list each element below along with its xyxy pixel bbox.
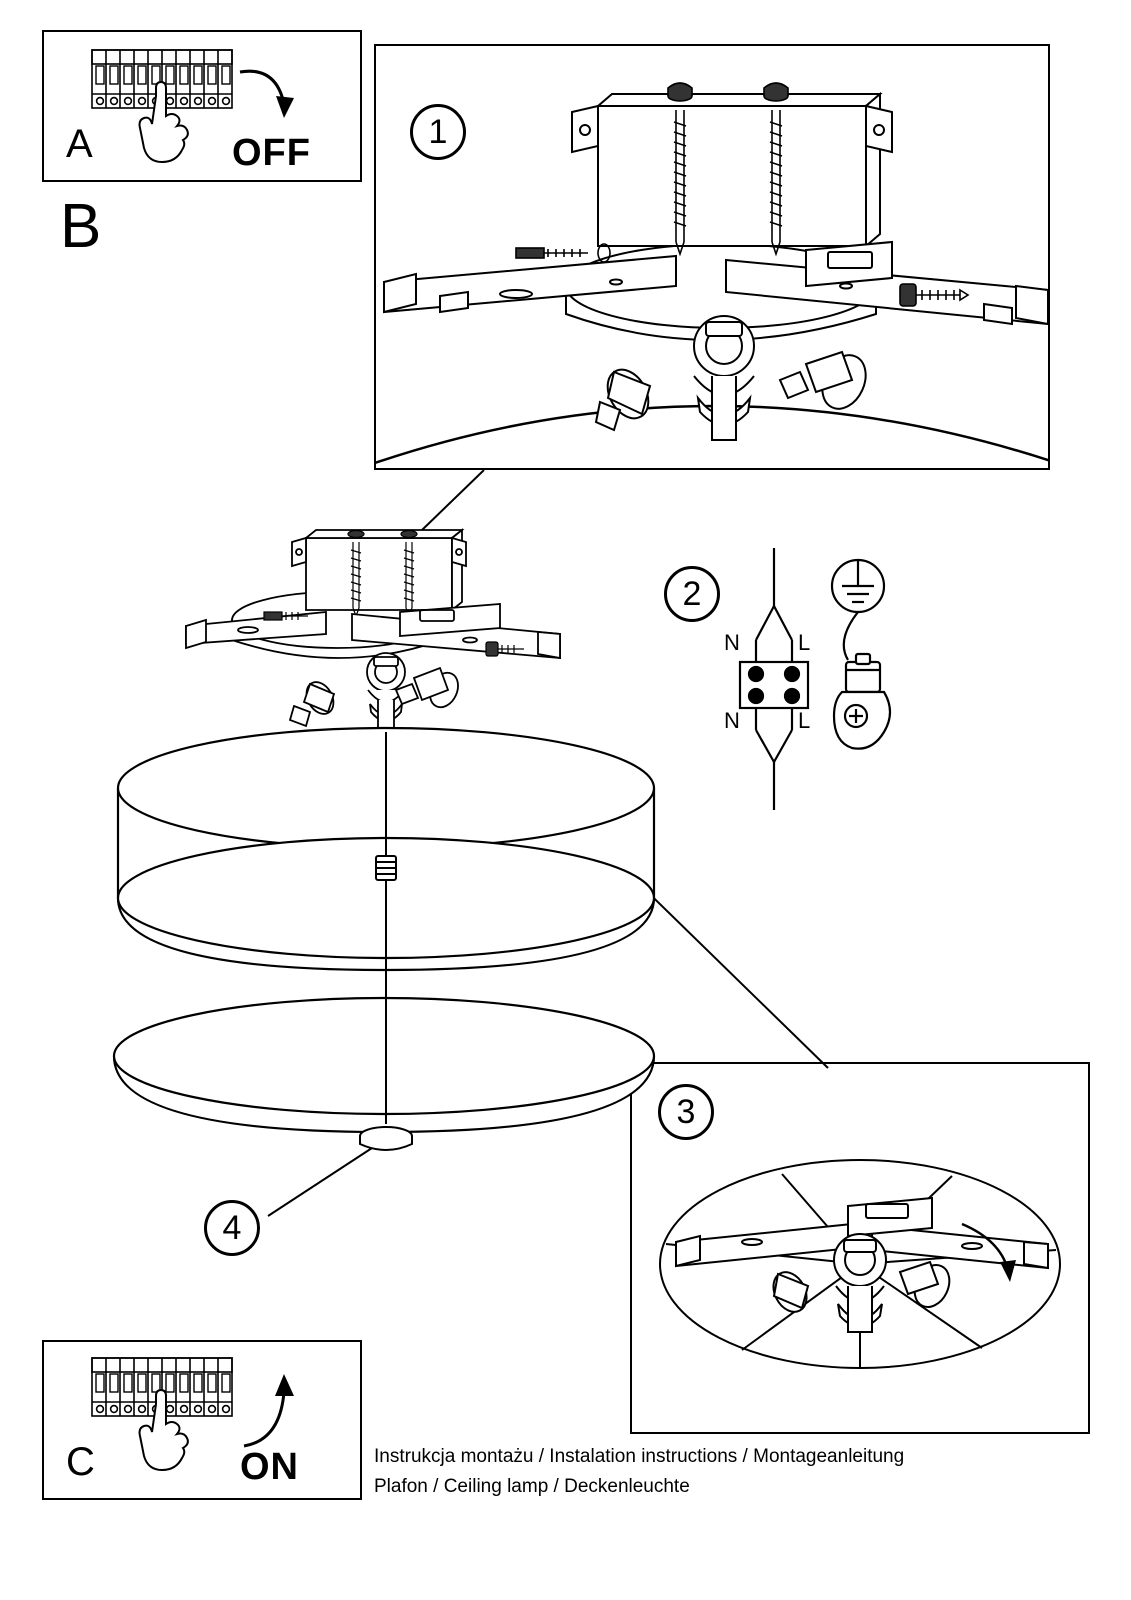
terminal-label-l-top: L bbox=[798, 630, 811, 655]
step-3-number: 3 bbox=[658, 1084, 714, 1140]
arrow-down-icon bbox=[240, 71, 294, 118]
step-2-number: 2 bbox=[664, 566, 720, 622]
ceiling-bracket-detail-illustration bbox=[376, 46, 1048, 468]
step-a-panel bbox=[42, 30, 362, 182]
step-4-number: 4 bbox=[204, 1200, 260, 1256]
step-c-letter: C bbox=[66, 1440, 95, 1484]
step-a-letter: A bbox=[66, 122, 93, 166]
earth-ground-icon bbox=[832, 560, 884, 612]
center-rod-and-finial bbox=[360, 732, 412, 1150]
step-3-panel bbox=[630, 1062, 1090, 1434]
step-c-action-label: ON bbox=[240, 1446, 299, 1488]
step-a-action-label: OFF bbox=[232, 132, 311, 174]
terminal-label-n-bottom: N bbox=[724, 708, 740, 733]
step-c-panel bbox=[42, 1340, 362, 1500]
step-1-number: 1 bbox=[410, 104, 466, 160]
ceiling-bracket-assembly bbox=[186, 530, 560, 732]
arrow-up-icon bbox=[244, 1374, 294, 1446]
step-b-letter: B bbox=[60, 192, 102, 261]
lamp-socket-icon bbox=[834, 612, 890, 749]
wiring-terminal-diagram bbox=[740, 548, 811, 810]
caption-line-1: Instrukcja montażu / Instalation instructions / Montageanleitung bbox=[374, 1446, 905, 1467]
terminal-label-n-top: N bbox=[724, 630, 740, 655]
lamp-shade bbox=[118, 728, 654, 970]
caption-line-2: Plafon / Ceiling lamp / Deckenleuchte bbox=[374, 1476, 690, 1497]
diffuser-plate bbox=[114, 998, 654, 1132]
step-1-panel bbox=[374, 44, 1050, 470]
terminal-label-l-bottom: L bbox=[798, 708, 811, 733]
